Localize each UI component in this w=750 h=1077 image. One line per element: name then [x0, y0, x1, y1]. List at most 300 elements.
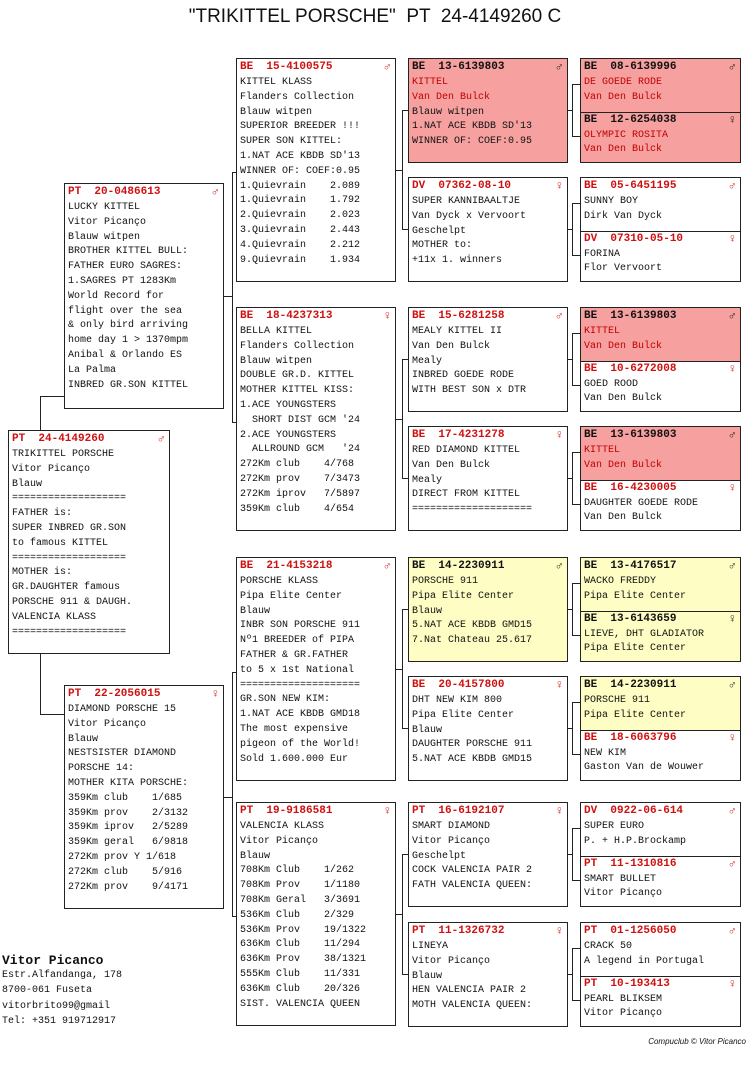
ring-number-text: PT 20-0486613	[68, 186, 161, 198]
card-details	[409, 443, 567, 518]
connector-line	[572, 828, 580, 829]
detail-line: 636Km Prov 38/1321	[240, 954, 367, 966]
detail-line: VALENCIA KLASS	[240, 821, 325, 832]
female-symbol-icon: ♀	[728, 976, 736, 991]
detail-line: PORSCHE 14:	[68, 763, 135, 775]
detail-line: SUPER EURO	[584, 821, 645, 832]
card-details	[409, 75, 567, 150]
detail-line: SMART BULLET	[584, 873, 657, 885]
detail-line: MOTH VALENCIA QUEEN:	[412, 1000, 533, 1012]
dam-dam-card-ring-number	[237, 803, 395, 819]
ring-number-text: DV 07310-05-10	[584, 232, 684, 245]
male-symbol-icon: ♂	[555, 60, 563, 74]
ring-number-text: PT 16-6192107	[412, 805, 505, 817]
detail-line: 4.Quievrain 2.212	[240, 239, 361, 251]
card-details	[409, 194, 567, 269]
great-grandsire[interactable]	[581, 677, 740, 730]
detail-line: NEW KIM	[584, 747, 627, 759]
female-symbol-icon: ♀	[728, 361, 736, 376]
card-details	[409, 324, 567, 399]
detail-line: 359Km club 1/685	[68, 792, 183, 804]
ring-number-text: BE 17-4231278	[412, 429, 505, 441]
male-symbol-icon: ♂	[383, 559, 391, 573]
detail-line: NESTSISTER DIAMOND	[68, 748, 177, 760]
connector-line	[572, 504, 580, 505]
sire-dam-card[interactable]	[236, 307, 396, 531]
great-grandsire[interactable]	[581, 923, 740, 976]
connector-line	[572, 333, 580, 334]
ring-number-text: BE 12-6254038	[584, 113, 677, 126]
detail-line: Van Den Bulck	[412, 340, 491, 352]
dam-card[interactable]	[64, 685, 224, 909]
detail-line: pigeon of the World!	[240, 738, 361, 750]
ring-number-text: BE 10-6272008	[584, 362, 677, 375]
detail-line: to 5 x 1st National	[240, 664, 355, 676]
detail-line: Flanders Collection	[240, 91, 355, 103]
detail-line: Vitor Picanço	[412, 955, 491, 967]
detail-line: 708Km Club 1/262	[240, 865, 355, 877]
detail-line: ===================	[12, 552, 127, 564]
female-symbol-icon: ♀	[728, 231, 736, 246]
connector-line	[402, 728, 408, 729]
great-grandsire[interactable]	[581, 427, 740, 480]
great-grandparents-pair-card[interactable]	[580, 557, 741, 662]
detail-line: Gaston Van de Wouwer	[584, 762, 705, 774]
great-grandparent-ring-number	[581, 730, 740, 746]
great-grandsire[interactable]	[581, 558, 740, 611]
male-symbol-icon: ♂	[555, 559, 563, 573]
male-symbol-icon: ♂	[728, 856, 736, 871]
male-symbol-icon: ♂	[157, 432, 165, 446]
detail-line: Blauw	[240, 850, 271, 862]
great-grandsire[interactable]	[581, 178, 740, 231]
great-grandparents-pair-card[interactable]	[580, 426, 741, 531]
grandparent-card[interactable]	[408, 177, 568, 282]
detail-line: DHT NEW KIM 800	[412, 695, 503, 706]
detail-line: LINEYA	[412, 941, 449, 952]
detail-line: 2.Quievrain 2.023	[240, 210, 361, 222]
detail-line: SIST. VALENCIA QUEEN	[240, 998, 361, 1010]
great-grandparent-ring-number	[581, 231, 740, 247]
connector-line	[572, 583, 573, 635]
connector-line	[572, 255, 580, 256]
detail-line: ====================	[240, 679, 361, 691]
detail-line: MOTHER is:	[12, 567, 73, 579]
detail-line: Van Den Bulck	[412, 459, 491, 471]
page-title: "TRIKITTEL PORSCHE" PT 24-4149260 C	[188, 6, 562, 27]
great-grandparent-ring-number	[581, 480, 740, 496]
detail-line: Flor Vervoort	[584, 263, 663, 275]
detail-line: KITTEL	[584, 445, 621, 456]
card-divider	[581, 480, 740, 481]
detail-line: Pipa Elite Center	[584, 590, 687, 602]
female-symbol-icon: ♀	[383, 804, 391, 818]
detail-line: SUPER KANNIBAALTJE	[412, 196, 521, 207]
detail-line: 359Km club 4/654	[240, 503, 355, 515]
detail-line: Van Den Bulck	[412, 91, 491, 103]
detail-line: ====================	[412, 504, 533, 516]
grandparent-card[interactable]	[408, 307, 568, 412]
detail-line: PEARL BLIKSEM	[584, 993, 663, 1005]
connector-line	[572, 635, 580, 636]
detail-line: Pipa Elite Center	[584, 709, 687, 721]
grandparent-card-ring-number	[409, 427, 567, 443]
card-details	[581, 247, 740, 278]
grandparent-card-ring-number	[409, 803, 567, 819]
subject-pigeon-card-ring-number	[9, 431, 169, 447]
detail-line: Blauw witpen	[412, 106, 485, 118]
card-details	[409, 939, 567, 1014]
detail-line: Blauw	[240, 605, 271, 617]
detail-line: BELLA KITTEL	[240, 326, 313, 337]
detail-line: Pipa Elite Center	[584, 643, 687, 655]
author-city-line: 8700-061 Fuseta	[2, 985, 93, 997]
detail-line: Blauw witpen	[68, 231, 141, 243]
card-details	[65, 200, 223, 393]
detail-line: 1.SAGRES PT 1283Km	[68, 275, 177, 287]
grandparent-card[interactable]	[408, 676, 568, 781]
ring-number-text: BE 18-4237313	[240, 310, 333, 322]
male-symbol-icon: ♂	[728, 60, 736, 74]
detail-line: FORINA	[584, 248, 621, 260]
detail-line: DOUBLE GR.D. KITTEL	[240, 370, 355, 382]
detail-line: Vitor Picanço	[412, 835, 491, 847]
card-details	[237, 324, 395, 517]
detail-line: 9.Quievrain 1.934	[240, 254, 361, 266]
female-symbol-icon: ♀	[555, 678, 563, 692]
great-grandparents-pair-card[interactable]	[580, 307, 741, 412]
ring-number-text: PT 11-1310816	[584, 857, 677, 870]
female-symbol-icon: ♀	[728, 480, 736, 495]
detail-line: ===================	[12, 626, 127, 638]
ring-number-text: BE 14-2230911	[584, 679, 677, 691]
female-symbol-icon: ♀	[728, 730, 736, 745]
connector-line	[572, 828, 573, 880]
great-grandparent-ring-number	[581, 976, 740, 992]
grandparent-card-ring-number	[409, 558, 567, 574]
detail-line: WACKO FREDDY	[584, 576, 657, 587]
detail-line: TRIKITTEL PORSCHE	[12, 449, 115, 460]
connector-line	[572, 203, 580, 204]
connector-line	[402, 609, 408, 610]
detail-line: MOTHER to:	[412, 240, 473, 252]
connector-line	[224, 797, 232, 798]
card-divider	[581, 112, 740, 113]
connector-line	[402, 359, 403, 478]
detail-line: La Palma	[68, 364, 117, 376]
detail-line: 5.NAT ACE KBDB GMD15	[412, 620, 533, 632]
card-details	[581, 819, 740, 850]
detail-line: home day 1 > 1370mpm	[68, 335, 189, 347]
female-symbol-icon: ♀	[211, 687, 219, 701]
sire-sire-card-ring-number	[237, 59, 395, 75]
connector-line	[572, 754, 580, 755]
connector-line	[402, 110, 403, 229]
connector-line	[402, 478, 408, 479]
connector-line	[232, 172, 233, 422]
connector-line	[40, 714, 64, 715]
great-grandsire[interactable]	[581, 59, 740, 112]
detail-line: Geschelpt	[412, 225, 467, 237]
detail-line: PORSCHE 911	[584, 695, 651, 706]
grandparent-card[interactable]	[408, 58, 568, 163]
great-grandparent-ring-number	[581, 856, 740, 872]
great-grandparents-pair-card[interactable]	[580, 802, 741, 907]
great-grandparents-pair-card[interactable]	[580, 177, 741, 282]
detail-line: WINNER OF: COEF:0.95	[240, 165, 361, 177]
great-granddam[interactable]	[581, 361, 740, 413]
card-details	[581, 746, 740, 777]
detail-line: SHORT DIST GCM '24	[240, 414, 361, 426]
detail-line: 555Km Club 11/331	[240, 968, 361, 980]
grandparent-card-ring-number	[409, 308, 567, 324]
connector-line	[402, 609, 403, 728]
grandparent-card[interactable]	[408, 922, 568, 1027]
detail-line: PORSCHE 911	[412, 576, 479, 587]
card-details	[581, 574, 740, 605]
male-symbol-icon: ♂	[728, 428, 736, 442]
detail-line: Van Den Bulck	[584, 91, 663, 103]
ring-number-text: DV 07362-08-10	[412, 180, 512, 192]
detail-line: 272Km prov 7/3473	[240, 473, 361, 485]
dam-dam-card[interactable]	[236, 802, 396, 1026]
detail-line: SMART DIAMOND	[412, 821, 491, 832]
detail-line: 359Km geral 6/9818	[68, 837, 189, 849]
card-details	[237, 75, 395, 268]
card-divider	[581, 611, 740, 612]
detail-line: 536Km Club 2/329	[240, 909, 355, 921]
card-details	[9, 447, 169, 640]
female-symbol-icon: ♀	[555, 179, 563, 193]
detail-line: LUCKY KITTEL	[68, 202, 141, 213]
connector-line	[572, 452, 580, 453]
male-symbol-icon: ♂	[728, 309, 736, 323]
detail-line: 272Km club 5/916	[68, 866, 183, 878]
detail-line: SUPER SON KITTEL:	[240, 136, 343, 148]
great-granddam[interactable]	[581, 231, 740, 283]
detail-line: HEN VALENCIA PAIR 2	[412, 985, 527, 997]
ring-number-text: BE 20-4157800	[412, 679, 505, 691]
detail-line: KITTEL KLASS	[240, 77, 313, 88]
detail-line: SUNNY BOY	[584, 196, 639, 207]
great-granddam[interactable]	[581, 480, 740, 532]
ring-number-text: PT 24-4149260	[12, 433, 105, 445]
female-symbol-icon: ♀	[383, 309, 391, 323]
male-symbol-icon: ♂	[728, 559, 736, 573]
card-divider	[581, 730, 740, 731]
detail-line: WINNER OF: COEF:0.95	[412, 136, 533, 148]
detail-line: 7.Nat Chateau 25.617	[412, 635, 533, 647]
ring-number-text: BE 21-4153218	[240, 560, 333, 572]
detail-line: 272Km prov Y 1/618	[68, 851, 177, 863]
connector-line	[224, 296, 232, 297]
great-grandparent-ring-number	[581, 677, 740, 693]
detail-line: Blauw	[412, 724, 443, 736]
detail-line: Vitor Picanço	[68, 718, 147, 730]
detail-line: FATH VALENCIA QUEEN:	[412, 880, 533, 892]
detail-line: 636Km Club 11/294	[240, 939, 361, 951]
detail-line: 1.NAT ACE KBDB SD'13	[240, 150, 361, 162]
detail-line: 359Km iprov 2/5289	[68, 822, 189, 834]
card-divider	[581, 976, 740, 977]
card-details	[581, 693, 740, 724]
detail-line: Anibal & Orlando ES	[68, 349, 183, 361]
sire-card[interactable]	[64, 183, 224, 409]
detail-line: 3.Quievrain 2.443	[240, 224, 361, 236]
ring-number-text: PT 11-1326732	[412, 925, 505, 937]
dam-card-ring-number	[65, 686, 223, 702]
connector-line	[40, 396, 64, 397]
detail-line: DIAMOND PORSCHE 15	[68, 704, 177, 715]
connector-line	[572, 583, 580, 584]
card-divider	[581, 231, 740, 232]
detail-line: MOTHER KITA PORSCHE:	[68, 777, 189, 789]
female-symbol-icon: ♀	[728, 112, 736, 127]
great-grandparent-ring-number	[581, 178, 740, 194]
great-grandparents-pair-card[interactable]	[580, 58, 741, 163]
detail-line: 1.Quievrain 2.089	[240, 180, 361, 192]
detail-line: INBRED GOEDE RODE	[412, 370, 515, 382]
detail-line: World Record for	[68, 290, 165, 302]
detail-line: DAUGHTER GOEDE RODE	[584, 497, 699, 509]
ring-number-text: BE 13-6139803	[584, 429, 677, 441]
great-grandsire[interactable]	[581, 803, 740, 856]
connector-line	[232, 916, 236, 917]
detail-line: FATHER & GR.FATHER	[240, 649, 349, 661]
great-grandsire[interactable]	[581, 308, 740, 361]
connector-line	[232, 672, 236, 673]
great-granddam[interactable]	[581, 730, 740, 782]
detail-line: ===================	[12, 493, 127, 505]
connector-line	[402, 854, 408, 855]
detail-line: Vitor Picanço	[12, 463, 91, 475]
detail-line: Dirk Van Dyck	[584, 210, 663, 222]
female-symbol-icon: ♀	[728, 611, 736, 626]
detail-line: Van Den Bulck	[584, 340, 663, 352]
card-details	[581, 443, 740, 474]
detail-line: Pipa Elite Center	[412, 709, 515, 721]
detail-line: Blauw	[12, 478, 43, 490]
connector-line	[402, 359, 408, 360]
grandparent-card-ring-number	[409, 178, 567, 194]
ring-number-text: PT 10-193413	[584, 977, 670, 990]
detail-line: Blauw	[412, 970, 443, 982]
great-grandparent-ring-number	[581, 803, 740, 819]
great-grandparent-ring-number	[581, 361, 740, 377]
detail-line: Vitor Picanço	[68, 216, 147, 228]
connector-line	[572, 948, 573, 1000]
detail-line: 272Km club 4/768	[240, 459, 355, 471]
detail-line: 708Km Prov 1/1180	[240, 880, 361, 892]
author-phone-line: Tel: +351 919712917	[2, 1016, 117, 1028]
grandparent-card[interactable]	[408, 557, 568, 662]
detail-line: 536Km Prov 19/1322	[240, 924, 367, 936]
detail-line: Blauw witpen	[240, 106, 313, 118]
detail-line: to famous KITTEL	[12, 537, 109, 549]
detail-line: Blauw	[412, 605, 443, 617]
great-grandparents-pair-card[interactable]	[580, 922, 741, 1027]
connector-line	[572, 84, 573, 136]
great-grandparent-ring-number	[581, 308, 740, 324]
connector-line	[232, 422, 236, 423]
card-details	[409, 574, 567, 649]
detail-line: 1.Quievrain 1.792	[240, 195, 361, 207]
female-symbol-icon: ♀	[555, 804, 563, 818]
male-symbol-icon: ♂	[211, 185, 219, 199]
male-symbol-icon: ♂	[728, 678, 736, 692]
great-grandparent-ring-number	[581, 59, 740, 75]
detail-line: flight over the sea	[68, 305, 183, 317]
ring-number-text: BE 14-2230911	[412, 560, 505, 572]
grandparent-card-ring-number	[409, 59, 567, 75]
subject-pigeon-card[interactable]	[8, 430, 170, 654]
ring-number-text: PT 22-2056015	[68, 688, 161, 700]
detail-line: VALENCIA KLASS	[12, 611, 97, 623]
grandparent-card[interactable]	[408, 802, 568, 907]
connector-line	[402, 974, 408, 975]
connector-subject-to-dam	[40, 654, 41, 714]
great-granddam[interactable]	[581, 112, 740, 164]
detail-line: COCK VALENCIA PAIR 2	[412, 865, 533, 877]
great-grandparent-ring-number	[581, 558, 740, 574]
ring-number-text: BE 08-6139996	[584, 61, 677, 73]
detail-line: 708Km Geral 3/3691	[240, 894, 361, 906]
detail-line: KITTEL	[412, 77, 449, 88]
connector-line	[232, 672, 233, 916]
detail-line: SUPER INBRED GR.SON	[12, 522, 127, 534]
grandparent-card[interactable]	[408, 426, 568, 531]
detail-line: DAUGHTER PORSCHE 911	[412, 739, 533, 751]
detail-line: 359Km prov 2/3132	[68, 807, 189, 819]
detail-line: GR.DAUGHTER famous	[12, 582, 121, 594]
sire-sire-card[interactable]	[236, 58, 396, 282]
detail-line: 5.NAT ACE KBDB GMD15	[412, 754, 533, 766]
detail-line: Mealy	[412, 355, 443, 367]
detail-line: WITH BEST SON x DTR	[412, 385, 527, 397]
great-granddam[interactable]	[581, 611, 740, 663]
card-details	[581, 992, 740, 1023]
detail-line: 2.ACE YOUNGSTERS	[240, 429, 337, 441]
author-address-line: Estr.Alfandanga, 178	[2, 970, 123, 981]
detail-line: The most expensive	[240, 723, 349, 735]
dam-sire-card[interactable]	[236, 557, 396, 781]
author-block	[2, 953, 122, 1030]
detail-line: Mealy	[412, 474, 443, 486]
card-divider	[581, 856, 740, 857]
author-email-line: vitorbrito99@gmail	[2, 1000, 111, 1012]
sire-card-ring-number	[65, 184, 223, 200]
great-grandparents-pair-card[interactable]	[580, 676, 741, 781]
connector-line	[402, 110, 408, 111]
ring-number-text: PT 01-1256050	[584, 925, 677, 937]
detail-line: ALLROUND GCM '24	[240, 444, 361, 456]
detail-line: Pipa Elite Center	[412, 590, 515, 602]
connector-line	[572, 948, 580, 949]
detail-line: MEALY KITTEL II	[412, 326, 503, 337]
card-details	[581, 939, 740, 970]
detail-line: Van Den Bulck	[584, 393, 663, 405]
detail-line: FATHER EURO SAGRES:	[68, 261, 183, 273]
detail-line: 1.NAT ACE KBDB SD'13	[412, 121, 533, 133]
great-granddam[interactable]	[581, 976, 740, 1028]
ring-number-text: BE 05-6451195	[584, 180, 677, 192]
detail-line: 636Km Club 20/326	[240, 983, 361, 995]
detail-line: PORSCHE 911 & DAUGH.	[12, 596, 133, 608]
card-details	[409, 819, 567, 894]
great-granddam[interactable]	[581, 856, 740, 908]
ring-number-text: BE 15-4100575	[240, 61, 333, 73]
ring-number-text: BE 15-6281258	[412, 310, 505, 322]
